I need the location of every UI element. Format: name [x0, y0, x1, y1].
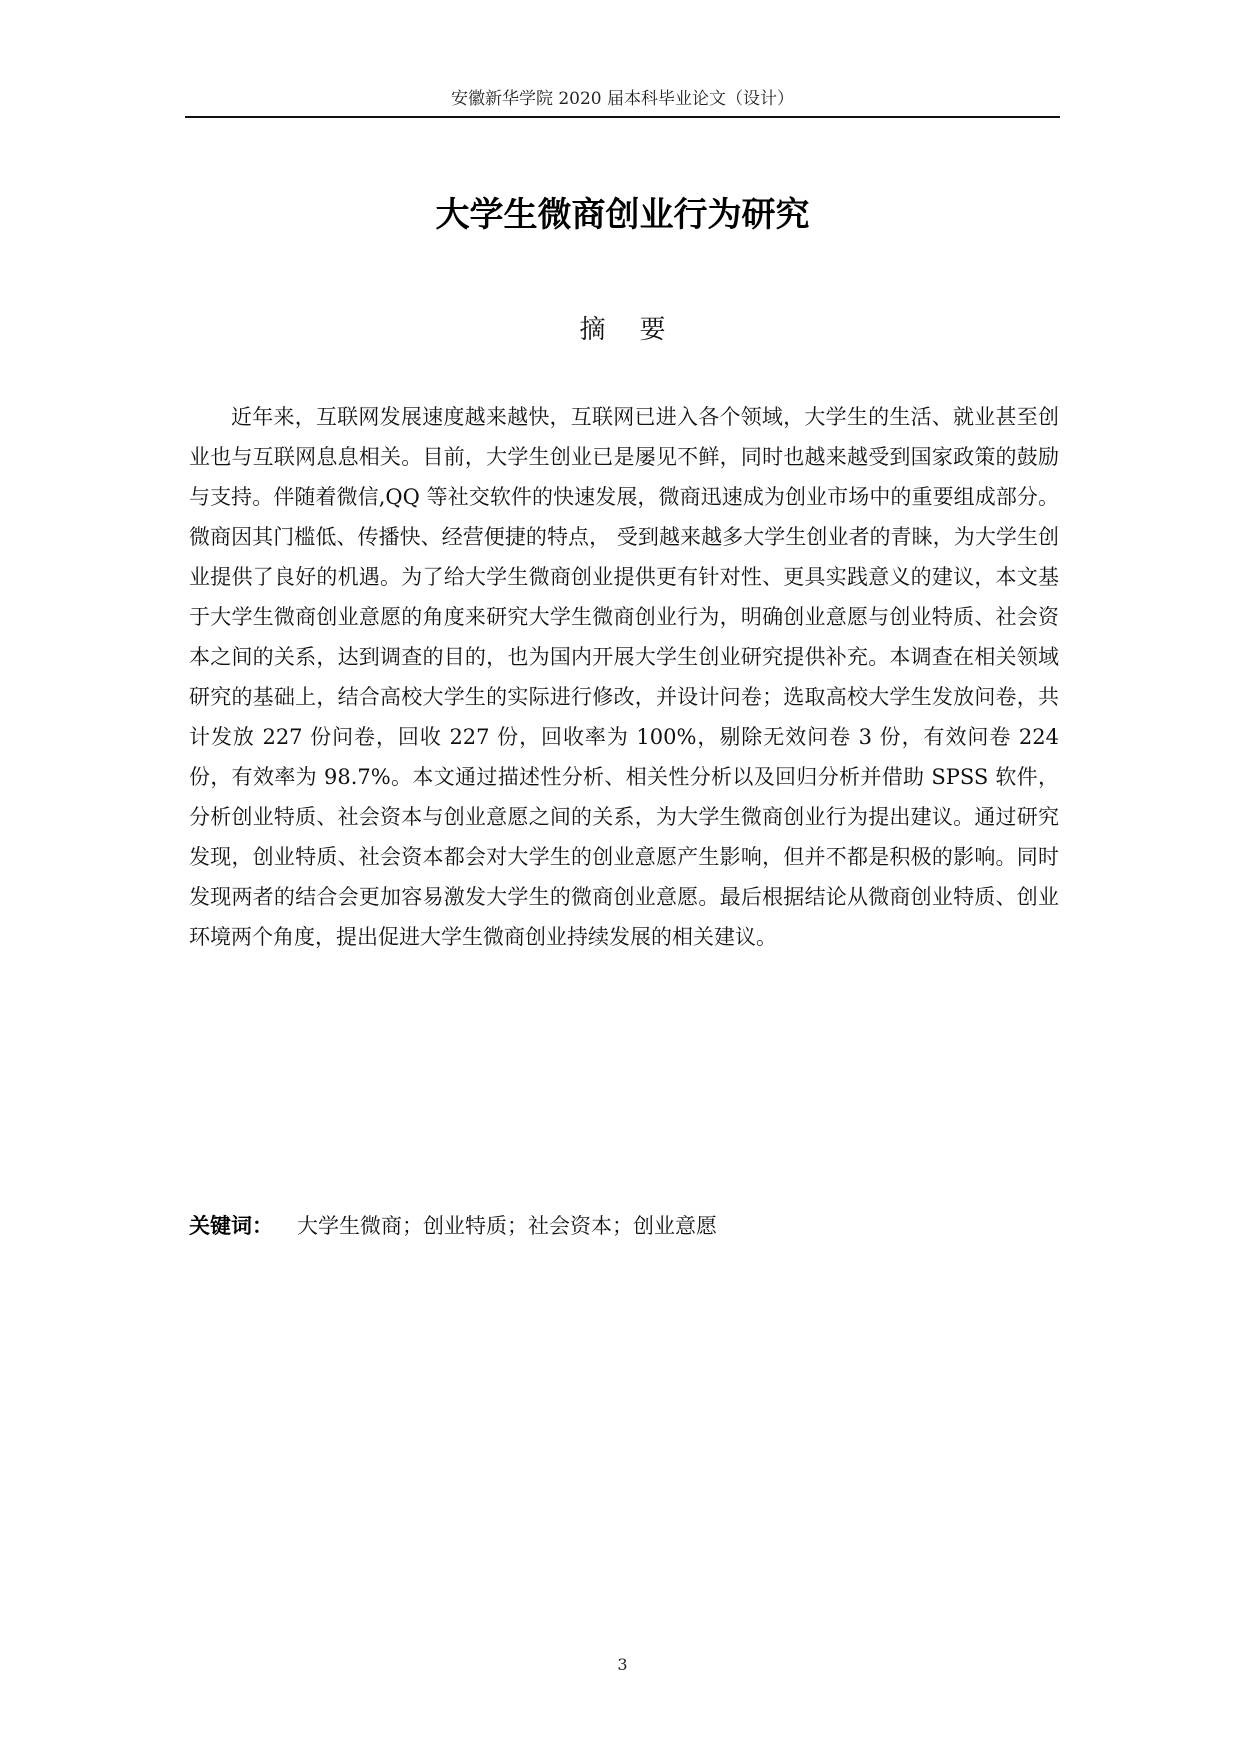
- running-header: 安徽新华学院 2020 届本科毕业论文（设计）: [450, 89, 795, 109]
- abstract-heading: 摘要: [579, 315, 700, 345]
- page-number: 3: [617, 1655, 628, 1674]
- keywords-value: 大学生微商；创业特质；社会资本；创业意愿: [297, 1214, 717, 1238]
- abstract-body: 近年来，互联网发展速度越来越快，互联网已进入各个领域，大学生的生活、就业甚至创业也与互联网息息相关。目前，大学生创业已是屡见不鲜，同时也越来越受到国家政策的鼓励与支持。伴随着微信,QQ 等社交软件的快速发展，微商迅速成为创业市场中的重要组成部分。微商因其门槛低、传播快、经营便捷的特点， 受到越来越多大学生创业者的青睐，为大学生创业提供了良好的机遇。为了给大学生微商创业提供更有针对性、更具实践意义的建议，本文基于大学生微商创业意愿的角度来研究大学生微商创业行为，明确创业意愿与创业特质、社会资本之间的关系，达到调查的目的，也为国内开展大学生创业研究提供补充。本调查在相关领域研究的基础上，结合高校大学生的实际进行修改，并设计问卷；选取高校大学生发放问卷，共计发放 227 份问卷，回收 227 份，回收率为 100%，剔除无效问卷 3 份，有效问卷 224 份，有效率为 98.7%。本文通过描述性分析、相关性分析以及回归分析并借助 SPSS 软件，分析创业特质、社会资本与创业意愿之间的关系，为大学生微商创业行为提出建议。通过研究发现，创业特质、社会资本都会对大学生的创业意愿产生影响，但并不都是积极的影响。同时发现两者的结合会更加容易激发大学生的微商创业意愿。最后根据结论从微商创业特质、创业环境两个角度，提出促进大学生微商创业持续发展的相关建议。: [189, 405, 1059, 949]
- document-title: 大学生微商创业行为研究: [435, 195, 810, 235]
- header-rule: [185, 116, 1060, 118]
- keywords-line: [189, 1208, 1059, 1244]
- keywords-label: 关键词：: [189, 1214, 273, 1238]
